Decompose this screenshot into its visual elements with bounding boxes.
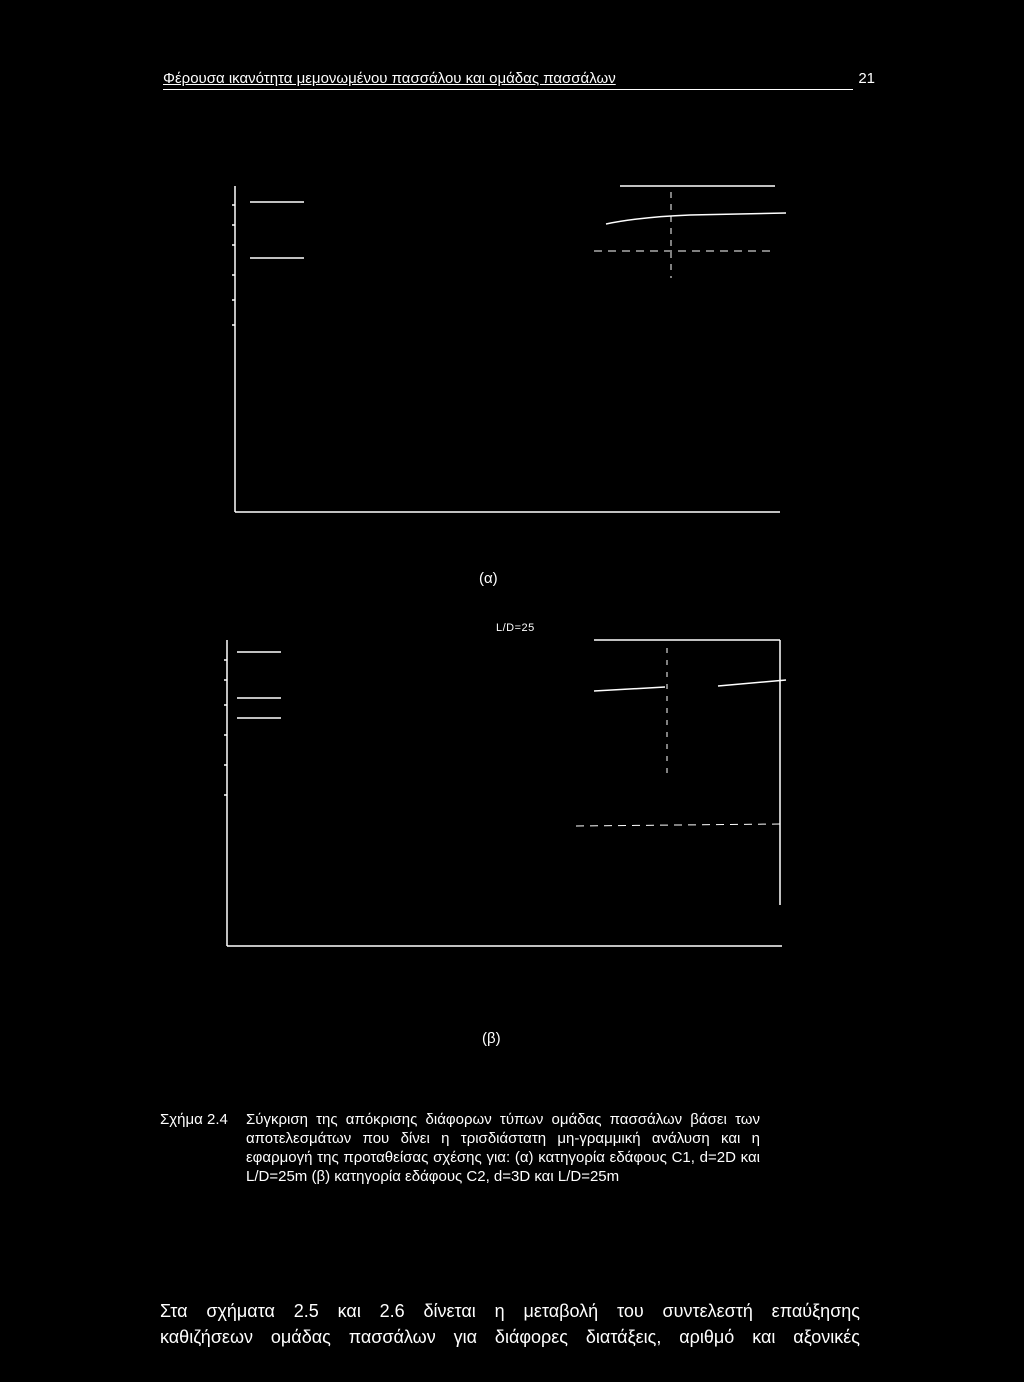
figure-b-series-1a	[594, 687, 665, 691]
caption-label: Σχήμα 2.4	[160, 1111, 228, 1128]
page-number: 21	[858, 70, 875, 87]
figure-a-label: (α)	[479, 570, 498, 587]
caption-text: Σύγκριση της απόκρισης διάφορων τύπων ομάδας πασσάλων βάσει των αποτελεσμάτων που δίνει η τρισδιάστατη μη-γραμμική ανάλυση και η εφαρμογή της προταθείσας σχέσης για: (α) κατηγορία εδάφους C1, d=2D και L/D=25m (β) κατηγορία εδάφους C2, d=3D και L/D=25m	[246, 1111, 760, 1185]
figure-caption	[160, 1110, 760, 1186]
paragraph-line-1: Στα σχήματα 2.5 και 2.6 δίνεται η μεταβολή του συντελεστή επαύξησης	[160, 1301, 860, 1321]
figure-b-sublabel: L/D=25	[496, 622, 535, 634]
figure-b-series-1b	[718, 680, 786, 686]
running-title: Φέρουσα ικανότητα μεμονωμένου πασσάλου και ομάδας πασσάλων	[163, 70, 616, 87]
figure-b-series-2	[576, 824, 780, 826]
figure-b-label: (β)	[482, 1030, 501, 1047]
paragraph-line-2: καθιζήσεων ομάδας πασσάλων για διάφορες διατάξεις, αριθμό και αξονικές	[160, 1327, 860, 1347]
body-paragraph	[160, 1298, 860, 1350]
